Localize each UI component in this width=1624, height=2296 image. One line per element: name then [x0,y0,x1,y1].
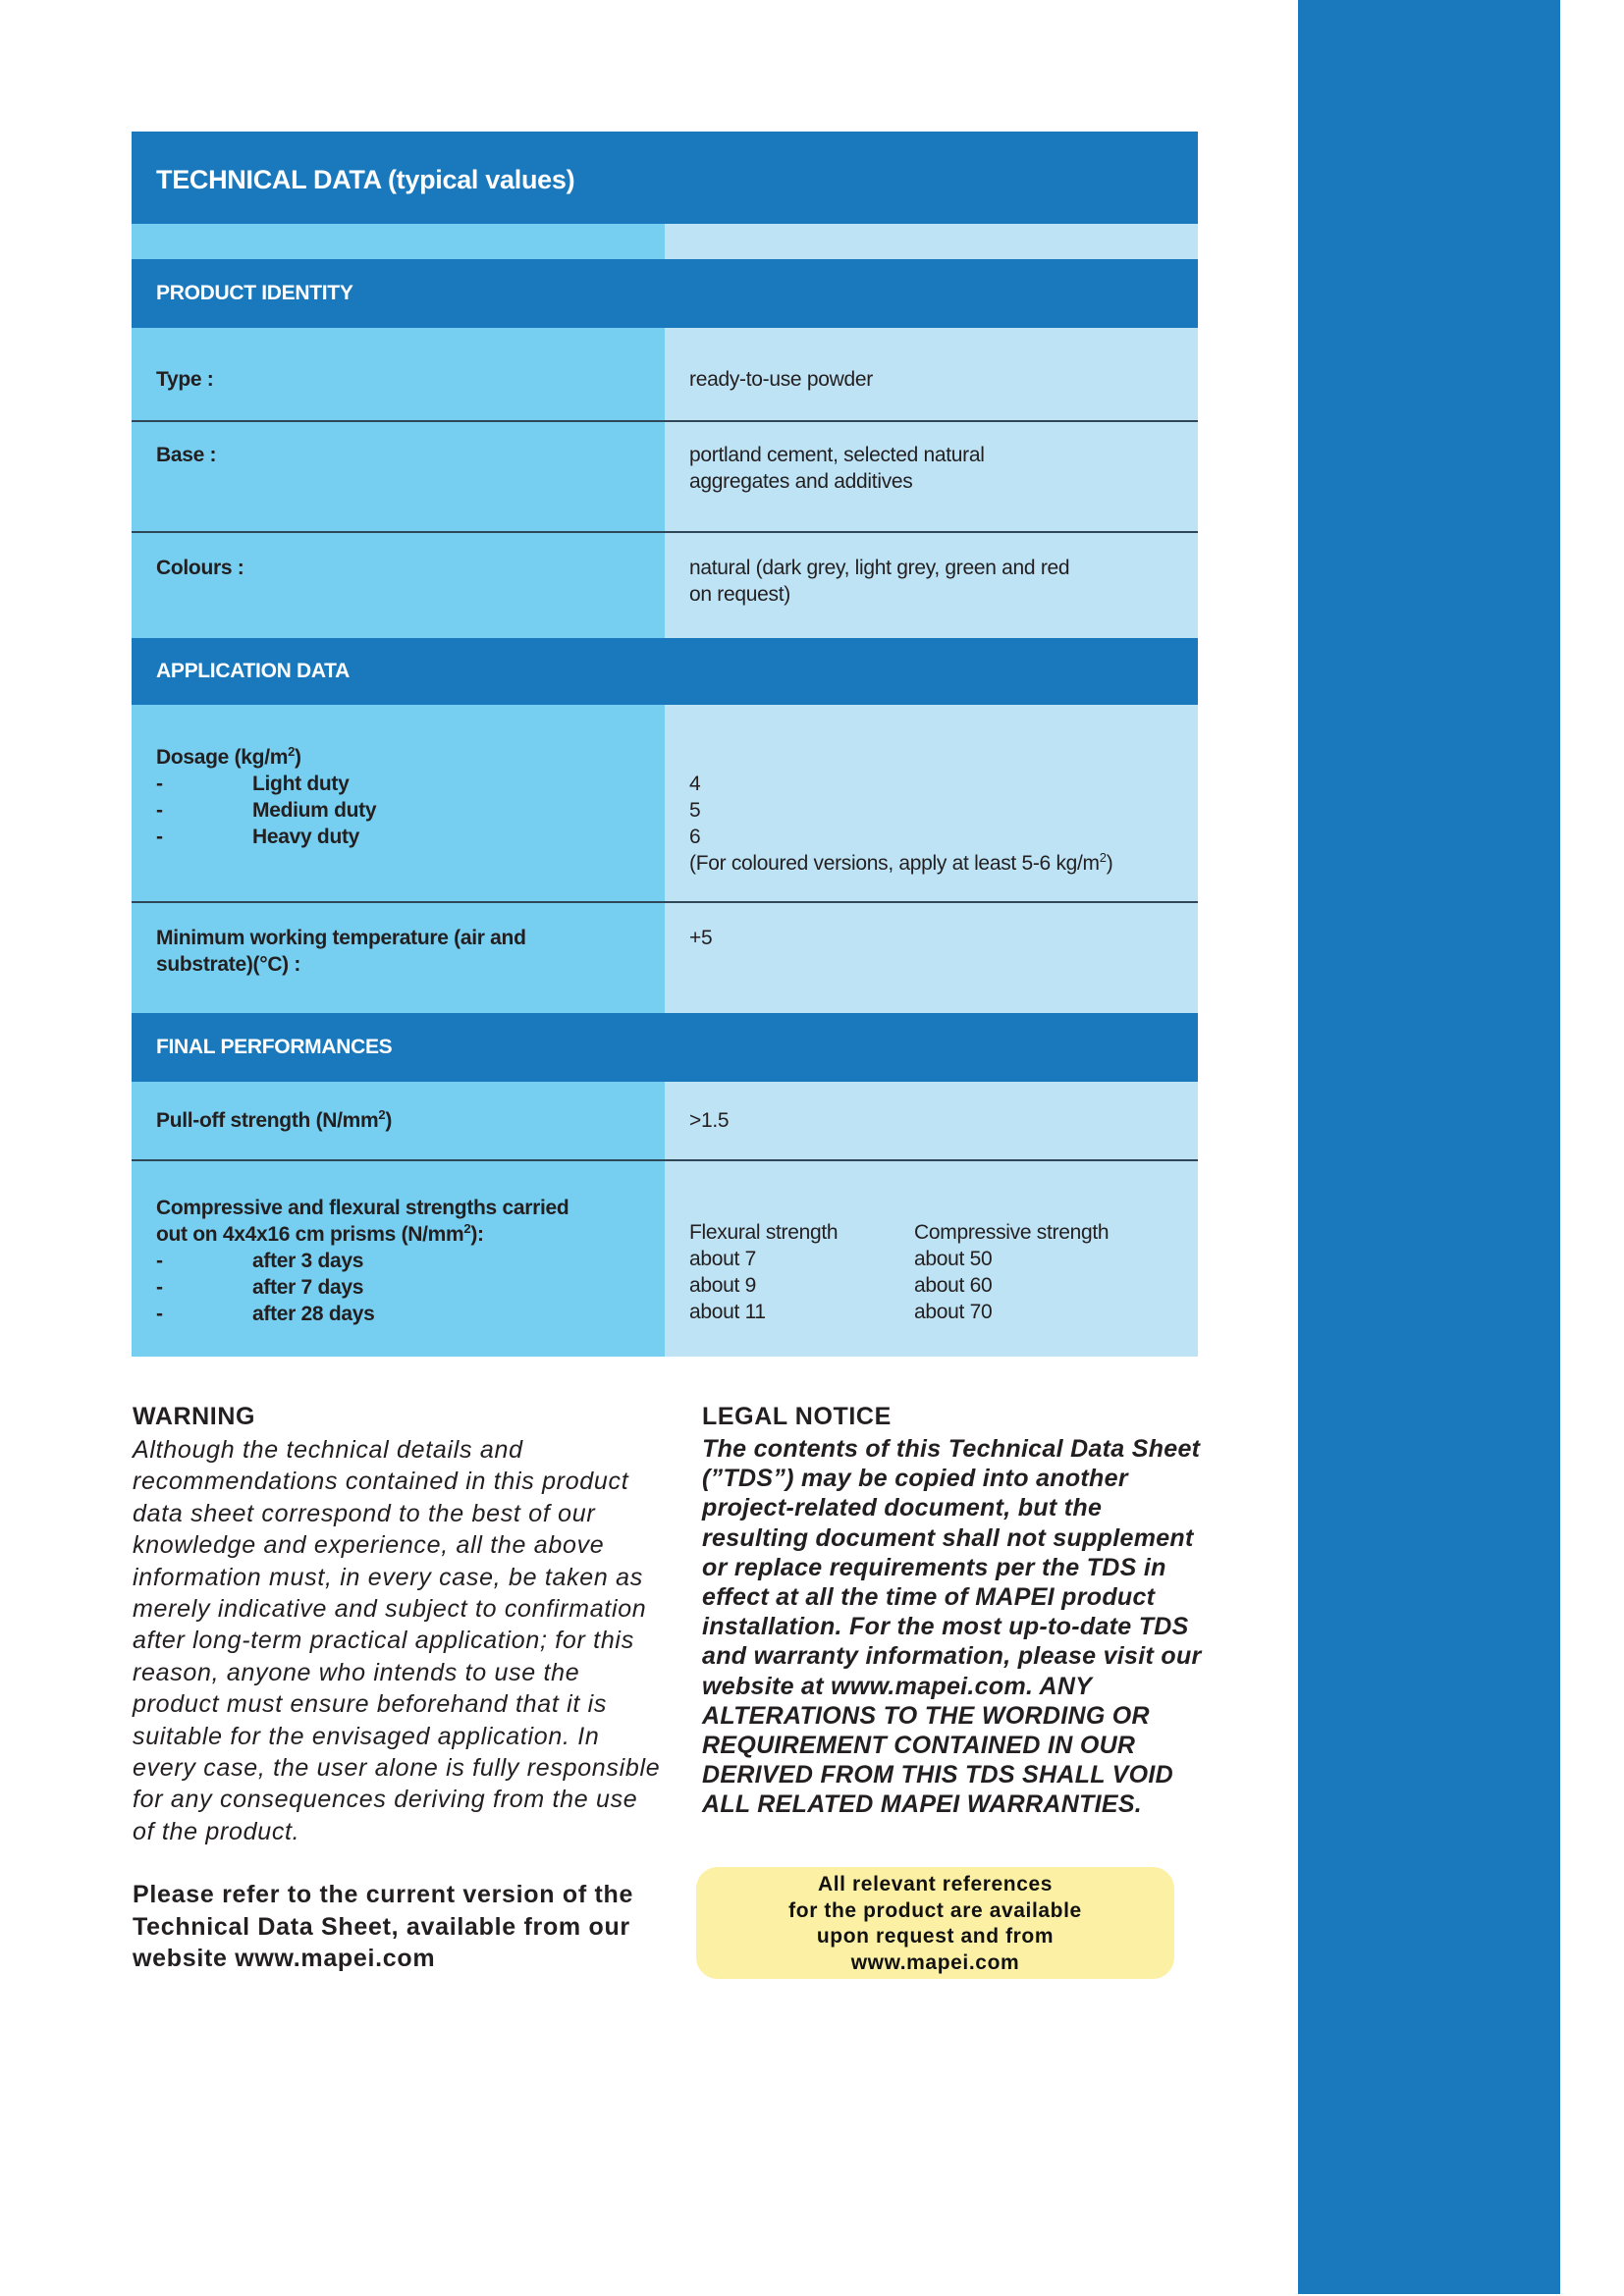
table-row-min-temperature [132,903,1198,1013]
legal-notice-body: The contents of this Technical Data Sheet (”TDS”) may be copied into another project-related document, but the resulting document shall not supplement or replace requirements per the TDS in effect at all the time of MAPEI product installation. For the most up-to-date TDS and warranty information, please visit our website at www.mapei.com. ANY ALTERATIONS TO THE WORDING OR REQUIREMENT CONTAINED IN OUR DERIVED FROM THIS TDS SHALL VOID ALL RELATED MAPEI WARRANTIES. [702,1435,1202,1819]
row-label: Base : [132,422,665,533]
section-header-final-performances: FINAL PERFORMANCES [132,1013,1198,1082]
row-value: portland cement, selected natural aggregates and additives [665,422,1198,533]
dosage-item: - Heavy duty [156,826,360,848]
col-header-flexural: Flexural strength [689,1221,839,1244]
strengths-label: Compressive and flexural strengths carried out on 4x4x16 cm prisms $(N/mm^2)$: - after 3 days - after 7 days - after 28 days [132,1161,665,1357]
row-value: natural (dark grey, light grey, green and red on request) [665,533,1198,638]
strengths-values: Flexural strength Compressive strength about 7 about 50 about 9 about 60 about 11 about 70 [665,1161,1198,1357]
table-row-type [132,328,1198,422]
table-row-dosage [132,705,1198,903]
dosage-item: - Medium duty [156,799,377,822]
technical-data-table [132,132,1198,1357]
row-label: Colours : [132,533,665,638]
spacer-row [132,224,1198,259]
strength-item: - after 3 days [156,1250,364,1272]
row-value: ready-to-use powder [665,328,1198,422]
dosage-item: - Light duty [156,773,350,795]
warning-section [133,1404,663,1975]
strength-item: - after 28 days [156,1303,375,1325]
table-title-row [132,132,1198,224]
warning-body: Although the technical details and recommendations contained in this product data sheet correspond to the best of our knowledge and experience, all the above information must, in every case, be taken as merely indicative and subject to confirmation after long-term practical application; for this reason, anyone who intends to use the product must ensure beforehand that it is suitable for the envisaged application. In every case, the user alone is fully responsible for any consequences deriving from the use of the product. [133,1436,661,1845]
table-row-colours [132,533,1198,638]
col-header-compressive: Compressive strength [914,1221,1110,1244]
table-row-strengths [132,1161,1198,1357]
table-row-pull-off [132,1082,1198,1161]
table-title: TECHNICAL DATA (typical values) [156,164,575,194]
legal-notice-section [702,1404,1213,1820]
dosage-label: Dosage $(kg/m^2)$ - Light duty - Medium duty - Heavy duty [132,705,665,903]
strength-item: - after 7 days [156,1276,364,1299]
dosage-note: (For coloured versions, apply at least 5-6 $kg/m^2$) [689,850,1113,875]
brand-sidebar-band [1298,0,1560,2294]
references-box: All relevant references for the product are available upon request and from www.mapei.com [696,1867,1174,1979]
row-value: >1.5 [665,1082,1198,1161]
warning-footer: Please refer to the current version of the Technical Data Sheet, available from our website www.mapei.com [133,1881,634,1973]
table-row-base [132,422,1198,533]
section-header-application-data: APPLICATION DATA [132,638,1198,705]
dosage-values: 4 5 6 (For coloured versions, apply at least 5-6 $kg/m^2$) [665,705,1198,903]
legal-notice-title: LEGAL NOTICE [702,1403,892,1430]
row-value: +5 [665,903,1198,1013]
section-header-product-identity: PRODUCT IDENTITY [132,259,1198,328]
warning-title: WARNING [133,1403,256,1430]
row-label: Pull-off strength $(N/mm^2)$ [132,1082,665,1161]
row-label: Minimum working temperature (air and substrate)(°C) : [132,903,665,1013]
row-label: Type : [132,328,665,422]
